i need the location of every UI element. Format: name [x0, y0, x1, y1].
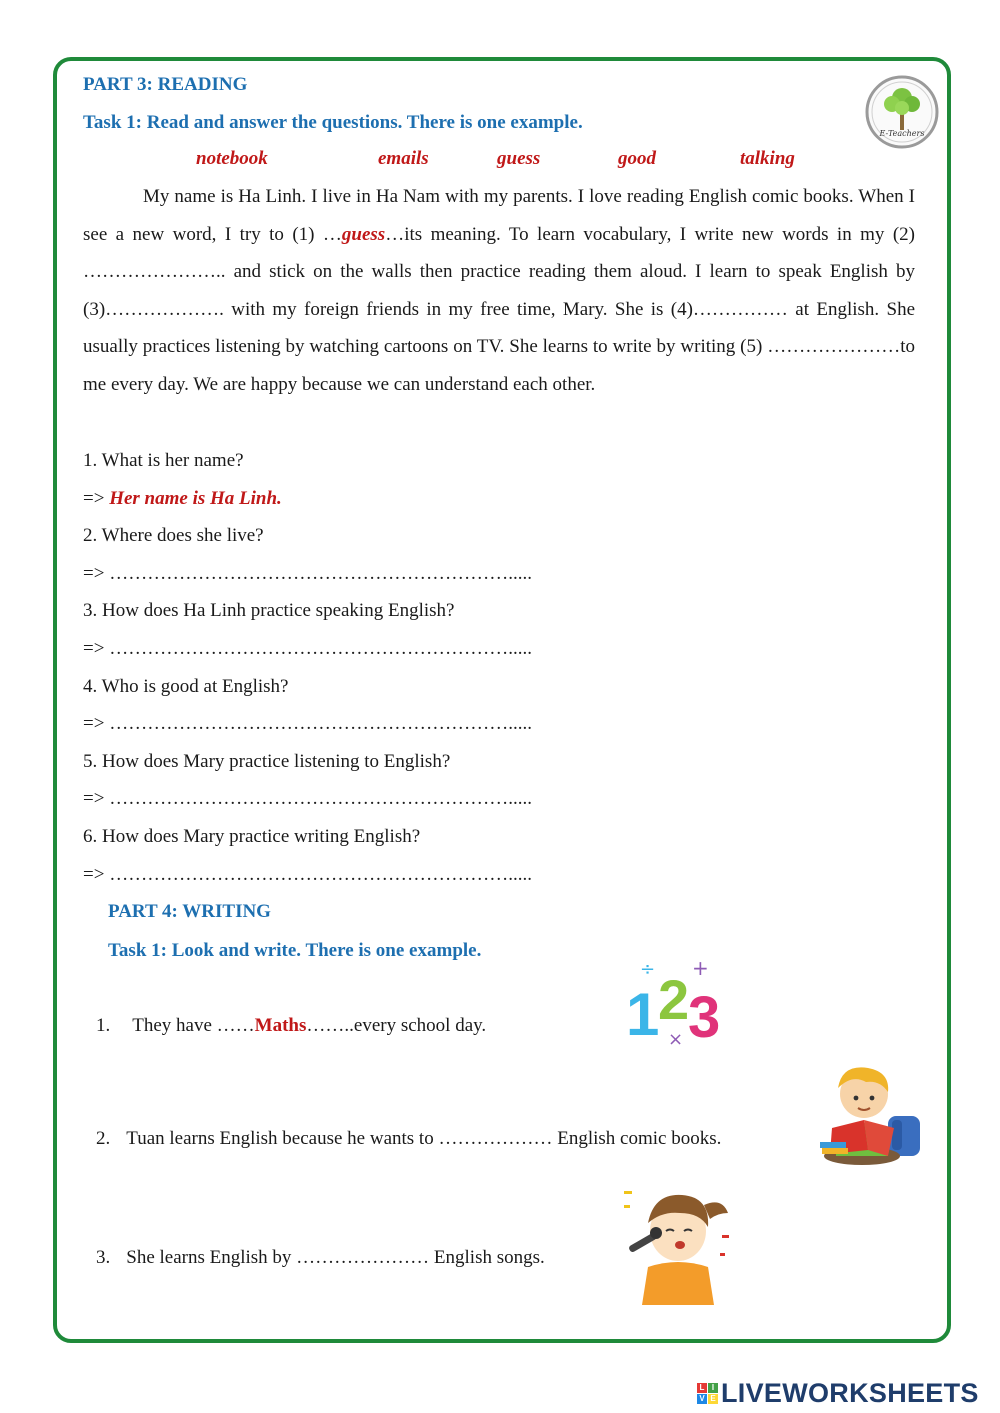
answer-prefix: =>	[83, 488, 110, 509]
writing-item-2[interactable]	[96, 1128, 721, 1150]
times-symbol-mark: ×	[668, 1029, 684, 1047]
girl-singing-image	[618, 1183, 736, 1305]
word-bank-item: talking	[740, 148, 795, 169]
passage-text-1: My name is Ha Linh. I live in Ha Nam with my parents. I love reading English comic books. When I see a new word, I try to (1) …	[83, 186, 915, 245]
answer-line-6[interactable]	[83, 864, 532, 886]
example-answer-maths: Maths	[254, 1015, 307, 1036]
word-bank-item: emails	[378, 148, 429, 169]
question-3: 3. How does Ha Linh practice speaking English?	[83, 600, 455, 621]
answer-prefix: =>	[83, 713, 110, 734]
word-bank-item: notebook	[196, 148, 268, 169]
item-number: 2.	[96, 1128, 111, 1149]
brand-box-letter: L	[697, 1383, 707, 1393]
answer-1	[83, 488, 282, 510]
question-2: 2. Where does she live?	[83, 525, 264, 546]
answer-line-5[interactable]	[83, 788, 532, 810]
part3-title: PART 3: READING	[83, 74, 248, 95]
part3-task: Task 1: Read and answer the questions. There is one example.	[83, 112, 583, 133]
writing-item-1	[96, 1015, 486, 1037]
item-text-before: They have ……	[132, 1015, 255, 1036]
answer-prefix: =>	[83, 563, 110, 584]
item-text-after: ……..every school day.	[306, 1015, 487, 1036]
brand-name: LIVEWORKSHEETS	[721, 1377, 979, 1408]
answer-blank[interactable]: ……………………………………………………….....	[109, 638, 532, 659]
answer-prefix: =>	[83, 864, 110, 885]
word-bank-item: good	[618, 148, 656, 169]
question-1: 1. What is her name?	[83, 450, 244, 471]
answer-line-4[interactable]	[83, 713, 532, 735]
brand-box-letter: I	[708, 1383, 718, 1393]
numbers-123-image	[622, 955, 732, 1047]
answer-blank[interactable]: ……………………………………………………….....	[109, 788, 532, 809]
numeral-1-mark: 1	[626, 981, 660, 1047]
item-number: 1.	[96, 1015, 111, 1036]
part4-task: Task 1: Look and write. There is one example.	[108, 940, 482, 961]
answer-blank[interactable]: ……………………………………………………….....	[109, 713, 532, 734]
reading-passage	[83, 178, 915, 404]
answer-blank[interactable]: ……………………………………………………….....	[109, 563, 532, 584]
item-number: 3.	[96, 1247, 111, 1268]
word-bank-item: guess	[497, 148, 541, 169]
logo-text: E-Teachers	[879, 129, 925, 138]
part4-title: PART 4: WRITING	[108, 901, 271, 922]
example-answer-1: Her name is Ha Linh.	[109, 488, 282, 509]
question-6: 6. How does Mary practice writing English?	[83, 826, 421, 847]
answer-line-3[interactable]	[83, 638, 532, 660]
answer-line-2[interactable]	[83, 563, 532, 585]
brand-logo-icon	[697, 1383, 718, 1404]
brand-box-letter: E	[708, 1394, 718, 1404]
word-bank	[0, 148, 1000, 172]
question-5: 5. How does Mary practice listening to English?	[83, 751, 451, 772]
numeral-2-mark: 2	[658, 968, 690, 1031]
answer-prefix: =>	[83, 788, 110, 809]
brand-box-letter: V	[697, 1394, 707, 1404]
plus-symbol-mark: +	[692, 956, 709, 980]
answer-prefix: =>	[83, 638, 110, 659]
liveworksheets-brand	[697, 1378, 979, 1408]
item-text[interactable]: Tuan learns English because he wants to ……………… English comic books.	[126, 1128, 722, 1149]
e-teachers-logo	[864, 70, 940, 156]
question-4: 4. Who is good at English?	[83, 676, 289, 697]
item-text[interactable]: She learns English by ………………… English songs.	[126, 1247, 545, 1268]
writing-item-3[interactable]	[96, 1247, 545, 1269]
divide-symbol-mark: ÷	[640, 959, 656, 980]
answer-blank[interactable]: ……………………………………………………….....	[109, 864, 532, 885]
passage-text-2: …its meaning. To learn vocabulary, I write new words in my (2) ………………….. and stick on the walls then practice reading them aloud. I learn to speak English by (3)………………. with my foreign friends in my free time, Mary. She is (4)…………… at English. She usually practices listening by watching cartoons on TV. She learns to write by writing (5) …………………to me every day. We are happy because we can understand each other.	[83, 223, 915, 395]
example-answer: guess	[341, 223, 386, 245]
numeral-3-mark: 3	[688, 985, 721, 1047]
boy-reading-image	[818, 1058, 924, 1170]
